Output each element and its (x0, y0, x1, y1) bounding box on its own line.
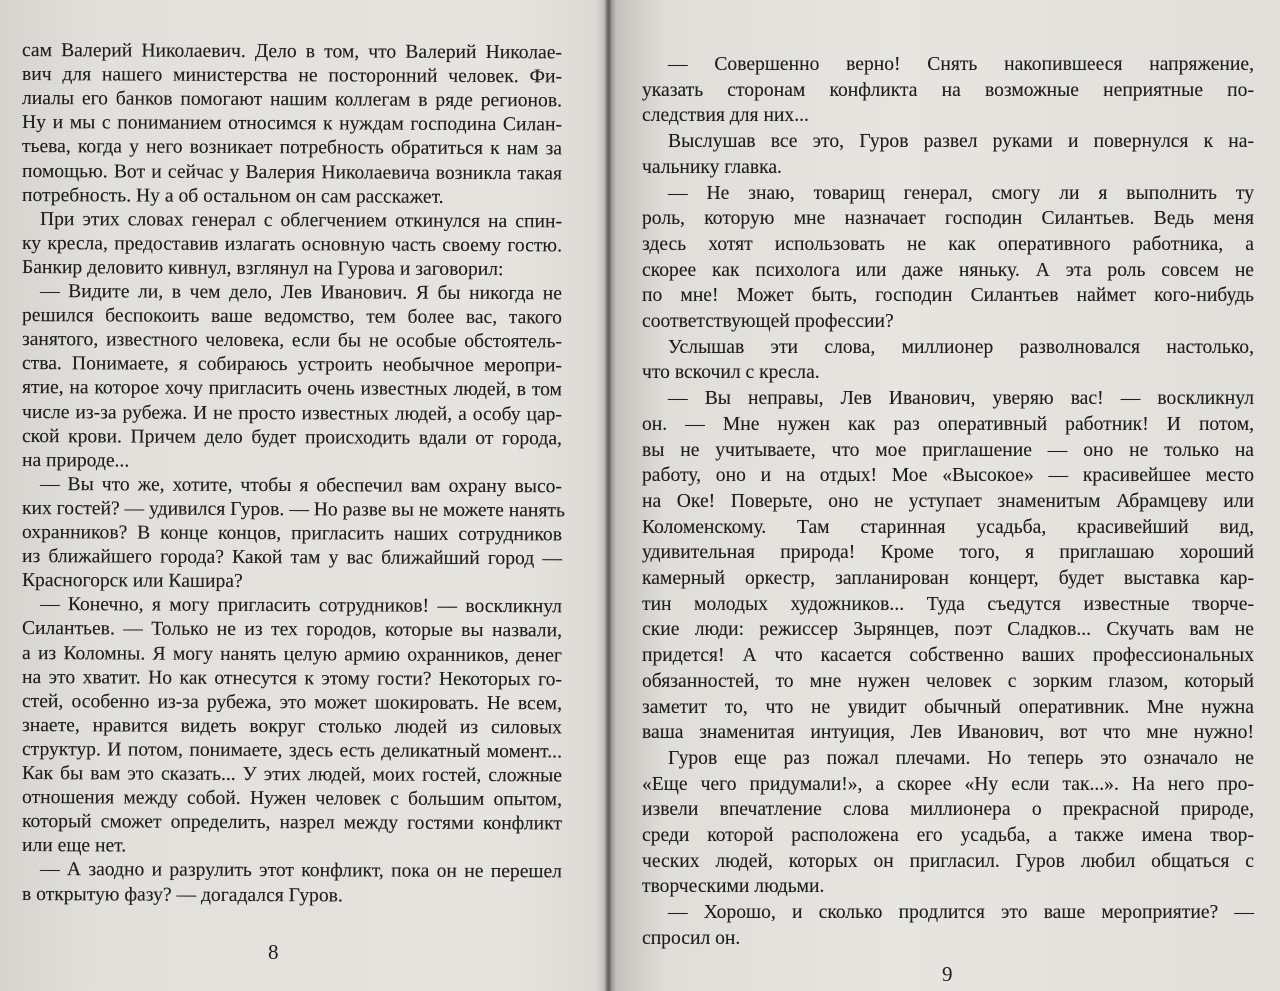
text-line: скорее как психолога или даже няньку. А эта роль совсем не (642, 259, 1254, 281)
text-line: следствия для них... (642, 105, 809, 127)
text-line: а из Коломны. Я могу нанять целую армию охранников, денег (21, 642, 563, 666)
text-line: Силантьев. — Только не из тех городов, которые вы назвали, (21, 618, 563, 642)
text-line: занятого, известного человека, если бы не особые обстоятель- (21, 329, 563, 353)
text-line: При этих словах генерал с облегчением откинулся на спин- (39, 208, 563, 232)
text-line: в открытую фазу? — догадался Гуров. (21, 883, 343, 906)
text-line: указать сторонам конфликта на возможные неприятные по- (642, 79, 1254, 101)
text-line: Гуров еще раз пожал плечами. Но теперь это означало не (668, 747, 1254, 769)
text-line: на Оке! Поверьте, оно не уступает знаменитым Абрамцеву или (642, 490, 1254, 512)
text-line: вич для нашего министерства не посторонний человек. Фи- (21, 64, 563, 88)
text-line: — Не знаю, товарищ генерал, смогу ли я выполнить ту (668, 182, 1254, 204)
text-line: из ближайшего города? Какой там у вас ближайший город — (21, 546, 563, 570)
text-line: «Еще чего придумали!», а скорее «Ну если так...». На него про- (642, 773, 1254, 795)
text-line: числе из-за рубежа. И не просто известных людей, а особу цар- (21, 401, 563, 425)
text-line: чальнику главка. (642, 156, 782, 178)
text-line: — Хорошо, и сколько продлится это ваше мероприятие? — (668, 902, 1254, 924)
text-line: обязанностей, то мне нужен человек с зорким глазом, который (642, 670, 1254, 692)
text-line: на природе... (21, 449, 130, 472)
text-line: ваша знаменитая интуиция, Лев Иванович, вот что мне нужно! (642, 722, 1254, 744)
text-line: он. — Мне нужен как раз оперативный работник! И потом, (642, 413, 1254, 435)
text-line: ких гостей? — удивился Гуров. — Но разве вы не можете нанять (21, 497, 565, 522)
right-page (612, 0, 1280, 991)
text-line: заметит то, что не увидит обычный оперативник. Мне нужна (642, 696, 1254, 718)
text-line: соответствующей профессии? (642, 311, 894, 332)
left-page (0, 0, 604, 991)
text-line: Как бы вам это сказать... У этих людей, моих гостей, сложные (21, 763, 563, 787)
text-line: сам Валерий Николаевич. Дело в том, что Валерий Николае- (21, 40, 563, 64)
text-line: роль, которую мне назначает господин Силантьев. Ведь меня (642, 208, 1254, 230)
text-line: который сможет определить, назрел между гостями конфликт (21, 811, 563, 835)
text-line: работу, оно и на отдых! Мое «Высокое» — красивейшее место (642, 465, 1254, 487)
text-line: отношения между собой. Нужен человек с большим опытом, (21, 787, 563, 811)
text-line: Услышав эти слова, миллионер разволновался настолько, (668, 336, 1254, 358)
text-line: — Вы что же, хотите, чтобы я обеспечил вам охрану высо- (39, 473, 563, 498)
text-line: потребность. Ну а об остальном он сам расскажет. (21, 184, 444, 208)
text-line: решился беспокоить ваше ведомство, тем более вас, такого (21, 305, 563, 329)
text-line: ческих людей, которых он пригласил. Гуров любил общаться с (642, 850, 1254, 872)
text-line: Ну и мы с пониманием относимся к нуждам господина Силан- (21, 112, 563, 136)
text-line: тин молодых художников... Туда съедутся известные творче- (642, 593, 1254, 615)
text-line: здесь хотят использовать не как оперативного работника, а (642, 233, 1254, 255)
text-line: Коломенскому. Там старинная усадьба, красивейший вид, (642, 516, 1254, 538)
text-line: вы не учитываете, что мое приглашение — оно не только на (642, 439, 1254, 461)
text-line: ятие, на которое хочу пригласить очень известных людей, в том (21, 377, 563, 401)
text-line: структур. И потом, понимаете, здесь есть деликатный момент... (21, 738, 563, 763)
text-line: среди которой расположена его усадьба, а также имена твор- (642, 825, 1254, 846)
text-line: спросил он. (642, 927, 741, 949)
text-line: лиалы его банков помогают нашим коллегам в ряде регионов. (21, 88, 563, 112)
text-line: по мне! Может быть, господин Силантьев наймет кого-нибудь (642, 285, 1254, 307)
text-line: удивительная природа! Кроме того, я приглашаю хороший (642, 542, 1254, 564)
text-line: — А заодно и разрулить этот конфликт, пока он не перешел (39, 859, 563, 883)
text-line: знаете, нравится видеть вокруг столько людей из силовых (21, 714, 563, 739)
text-line: камерный оркестр, запланирован концерт, будет выставка кар- (642, 568, 1254, 589)
text-line: ства. Понимаете, я собираюсь устроить необычное меропри- (21, 353, 563, 377)
text-line: охранников? В конце концов, пригласить наших сотрудников (21, 522, 563, 546)
book-gutter (604, 0, 612, 991)
text-line: ской крови. Причем дело будет происходить вдали от города, (21, 425, 563, 449)
text-line: — Конечно, я могу пригласить сотрудников! — воскликнул (39, 594, 563, 618)
text-line: — Вы неправы, Лев Иванович, уверяю вас! — воскликнул (668, 388, 1254, 410)
right-page-number: 9 (942, 962, 953, 986)
text-line: творческими людьми. (642, 876, 825, 898)
text-line: Красногорск или Кашира? (21, 570, 243, 593)
text-line: стей, особенно из-за рубежа, это может шокировать. Не всем, (21, 690, 563, 715)
text-line: ские люди: режиссер Зырянцев, поэт Сладков... Скучать вам не (642, 619, 1254, 641)
left-page-number: 8 (268, 940, 279, 964)
text-line: на это хватит. Но как отнесутся к этому гости? Некоторых го- (21, 666, 563, 690)
text-line: извели впечатление слова миллионера о прекрасной природе, (642, 799, 1254, 821)
text-line: — Видите ли, в чем дело, Лев Иванович. Я бы никогда не (39, 281, 563, 305)
text-line: ку кресла, предоставив излагать основную часть своему гостю. (21, 232, 563, 257)
text-line: Выслушав все это, Гуров развел руками и повернулся к на- (668, 131, 1254, 153)
text-line: тьева, когда у него возникает потребность обратиться к нам за (21, 136, 563, 160)
text-line: что вскочил с кресла. (642, 362, 820, 384)
text-line: — Совершенно верно! Снять накопившееся напряжение, (668, 54, 1254, 75)
text-line: придется! А что касается собственно ваших профессиональных (642, 645, 1254, 667)
text-line: помощью. Вот и сейчас у Валерия Николаевича возникла такая (21, 160, 563, 184)
text-line: или еще нет. (21, 835, 127, 857)
text-line: Банкир деловито кивнул, взглянул на Гурова и заговорил: (21, 256, 504, 280)
